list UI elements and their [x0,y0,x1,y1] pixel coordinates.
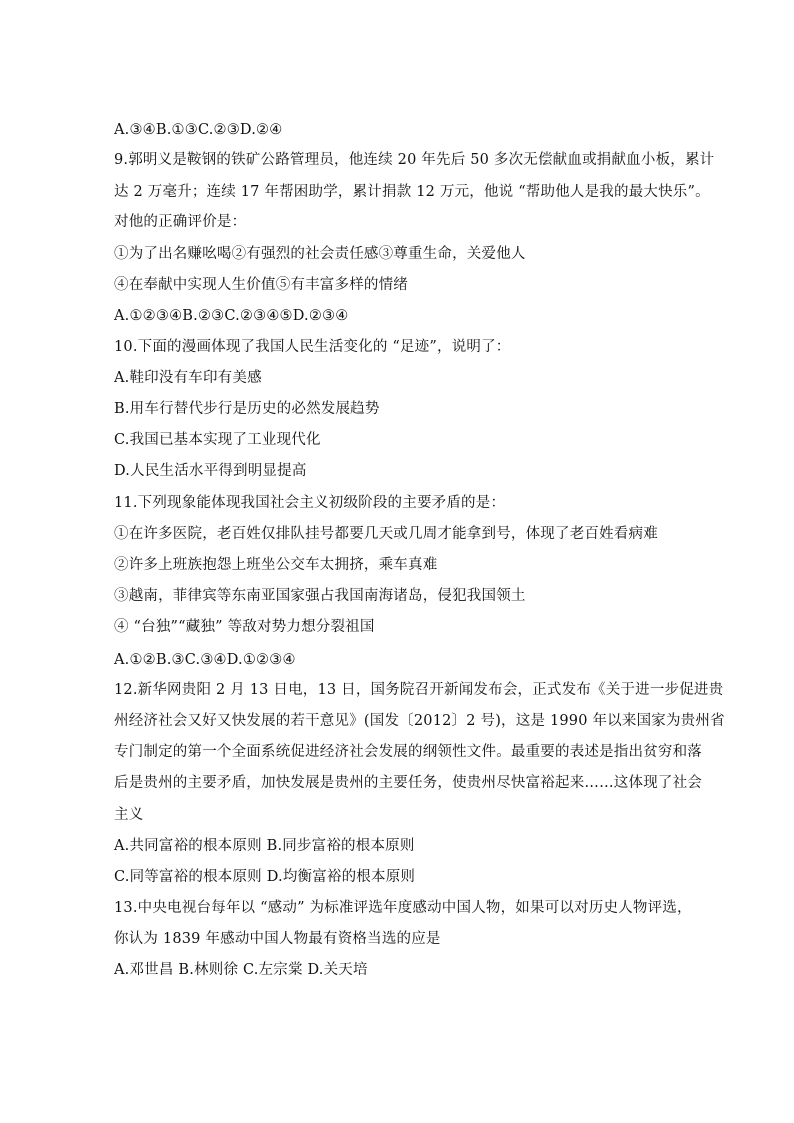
q11-stem: 11.下列现象能体现我国社会主义初级阶段的主要矛盾的是： [114,495,506,511]
q12-stem-line-3: 专门制定的第一个全面系统促进经济社会发展的纲领性文件。最重要的表述是指出贫穷和落 [114,744,702,760]
q9-statements-line-2: ④在奉献中实现人生价值⑤有丰富多样的情绪 [114,277,408,293]
q11-options: A.①②B.③C.③④D.①②③④ [114,652,296,668]
q9-options: A.①②③④B.②③C.②③④⑤D.②③④ [114,308,349,324]
q12-stem-line-5: 主义 [114,807,144,823]
q12-options-ab: A.共同富裕的根本原则 B.同步富裕的根本原则 [114,838,415,854]
q11-statement-1: ①在许多医院，老百姓仅排队挂号都要几天或几周才能拿到号，体现了老百姓看病难 [114,526,658,542]
q12-stem-line-1: 12.新华网贵阳 2 月 13 日电，13 日，国务院召开新闻发布会，正式发布《关于进一步促进贵 [114,682,724,698]
q9-stem-line-1: 9.郭明义是鞍钢的铁矿公路管理员，他连续 20 年先后 50 多次无偿献血或捐献血小板，累计 [114,152,715,168]
q9-stem-line-3: 对他的正确评价是： [114,214,247,230]
q10-stem: 10.下面的漫画体现了我国人民生活变化的 “足迹”，说明了： [114,339,511,355]
q13-options: A.邓世昌 B.林则徐 C.左宗棠 D.关天培 [114,962,368,978]
q11-statement-3: ③越南，菲律宾等东南亚国家强占我国南海诸岛，侵犯我国领土 [114,588,526,604]
q8-options: A.③④B.①③C.②③D.②④ [114,122,283,138]
q11-statement-4: ④ “台独”“藏独” 等敌对势力想分裂祖国 [114,619,375,635]
q10-option-b: B.用车行替代步行是历史的必然发展趋势 [114,401,380,417]
q13-stem-line-1: 13.中央电视台每年以 “感动” 为标准评选年度感动中国人物，如果可以对历史人物评选， [114,900,692,916]
q12-stem-line-2: 州经济社会又好又快发展的若干意见》(国发〔2012〕2 号)，这是 1990 年以来国家为贵州省 [114,713,725,729]
q11-statement-2: ②许多上班族抱怨上班坐公交车太拥挤，乘车真难 [114,557,438,573]
q12-options-cd: C.同等富裕的根本原则 D.均衡富裕的根本原则 [114,869,416,885]
q10-option-c: C.我国已基本实现了工业现代化 [114,432,321,448]
q9-stem-line-2: 达 2 万毫升；连续 17 年帮困助学，累计捐款 12 万元，他说 “帮助他人是我的最大快乐”。 [114,184,710,200]
q13-stem-line-2: 你认为 1839 年感动中国人物最有资格当选的应是 [114,931,441,947]
q10-option-a: A.鞋印没有车印有美感 [114,370,262,386]
q9-statements-line-1: ①为了出名赚吆喝②有强烈的社会责任感③尊重生命，关爱他人 [114,246,526,262]
q10-option-d: D.人民生活水平得到明显提高 [114,463,307,479]
q12-stem-line-4: 后是贵州的主要矛盾，加快发展是贵州的主要任务，使贵州尽快富裕起来……这体现了社会 [114,775,702,791]
